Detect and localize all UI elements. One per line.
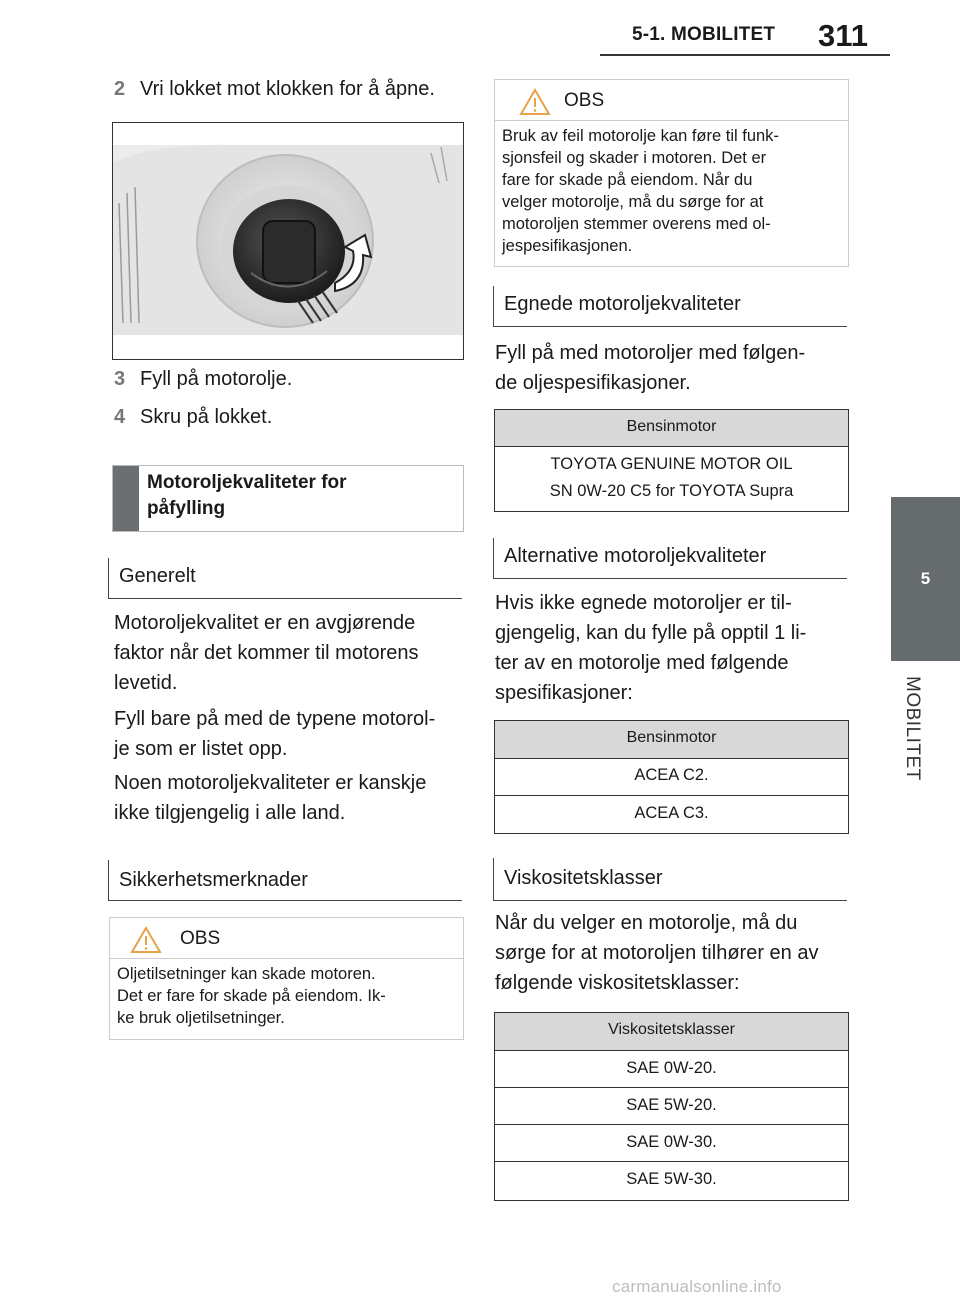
general-paragraph-3 [114,768,474,828]
text-line: de oljespesifikasjoner. [495,372,691,394]
table-cell [495,447,848,505]
safety-heading: Sikkerhetsmerknader [108,860,462,901]
text-line: sjonsfeil og skader i motoren. Det er [502,149,767,167]
text-line: ter av en motorolje med følgende [495,652,789,674]
step-4 [114,402,474,432]
table-row: SAE 0W-20. [495,1051,848,1088]
alternative-paragraph [495,588,855,708]
table-header: Viskositetsklasser [495,1013,848,1051]
table-header: Bensinmotor [495,721,848,759]
text-line: Hvis ikke egnede motoroljer er til- [495,592,792,614]
table-row: ACEA C3. [634,804,709,822]
oil-cap-drawing [113,123,463,359]
notice-header [110,918,463,959]
step-2 [114,74,474,104]
text-line: Noen motoroljekvaliteter er kanskje [114,772,427,794]
viscosity-heading: Viskositetsklasser [493,858,847,901]
text-line: ikke tilgjengelig i alle land. [114,802,346,824]
table-row: SAE 5W-30. [626,1170,717,1188]
text-line: Fyll på med motoroljer med følgen- [495,342,806,364]
text-line: Oljetilsetninger kan skade motoren. [117,965,376,983]
text-line: Fyll bare på med de typene motorol- [114,708,436,730]
watermark: carmanualsonline.info [612,1277,782,1296]
heading-bar [113,466,139,531]
text-line: Det er fare for skade på eiendom. Ik- [117,987,386,1005]
suitable-paragraph [495,338,855,398]
notice-title: OBS [180,928,221,949]
chapter-number: 5 [920,569,931,588]
section-title: 5-1. MOBILITET [632,24,776,45]
chapter-tab[interactable] [891,497,960,661]
general-paragraph-2 [114,704,474,764]
warning-icon [130,926,162,954]
text-line: fare for skade på eiendom. Når du [502,171,753,189]
table-gasoline-engine [494,409,849,512]
step-3 [114,364,474,394]
text-line: faktor når det kommer til motorens [114,642,419,664]
general-heading: Generelt [108,558,462,599]
step-number: 3 [114,368,126,390]
page-number: 311 [818,18,869,53]
text-line: je som er listet opp. [114,738,288,760]
text-line: gjengelig, kan du fylle på opptil 1 li- [495,622,807,644]
section-heading-box [112,465,464,532]
text-line: levetid. [114,672,178,694]
text-line: SN 0W-20 C5 for TOYOTA Supra [549,482,794,500]
heading-line-2: påfylling [147,498,226,519]
table-row: SAE 5W-20. [495,1088,848,1125]
section-heading [147,470,447,522]
step-text: Vri lokket mot klokken for å åpne. [140,78,435,100]
header-rule [600,54,890,56]
table-row: SAE 0W-30. [495,1125,848,1162]
notice-header [495,80,848,121]
suitable-heading: Egnede motoroljekvaliteter [493,286,847,327]
step-text: Skru på lokket. [140,406,273,428]
text-line: Når du velger en motorolje, må du [495,912,798,934]
warning-icon [519,88,551,116]
text-line: TOYOTA GENUINE MOTOR OIL [550,455,793,473]
text-line: spesifikasjoner: [495,682,633,704]
general-paragraph-1 [114,608,474,698]
table-row: ACEA C2. [495,759,848,796]
text-line: Bruk av feil motorolje kan føre til funk- [502,127,779,145]
oil-cap-illustration [112,122,464,360]
text-line: jespesifikasjonen. [502,237,633,255]
table-alternative-specs [494,720,849,834]
notice-box-right [494,79,849,267]
chapter-label: MOBILITET [902,676,923,781]
step-text: Fyll på motorolje. [140,368,293,390]
table-viscosity-classes [494,1012,849,1201]
step-number: 4 [114,406,126,428]
text-line: Motoroljekvalitet er en avgjørende [114,612,416,634]
notice-text [110,959,463,1033]
notice-text [495,121,848,261]
table-header: Bensinmotor [495,410,848,447]
alternative-heading: Alternative motoroljekvaliteter [493,538,847,579]
heading-line-1: Motoroljekvaliteter for [147,472,347,493]
text-line: følgende viskositetsklasser: [495,972,740,994]
text-line: sørge for at motoroljen tilhører en av [495,942,819,964]
notice-box-left [109,917,464,1040]
text-line: ke bruk oljetilsetninger. [117,1009,285,1027]
text-line: motoroljen stemmer overens med ol- [502,215,771,233]
viscosity-paragraph [495,908,855,998]
notice-title: OBS [564,90,605,111]
text-line: velger motorolje, må du sørge for at [502,193,764,211]
step-number: 2 [114,78,126,100]
